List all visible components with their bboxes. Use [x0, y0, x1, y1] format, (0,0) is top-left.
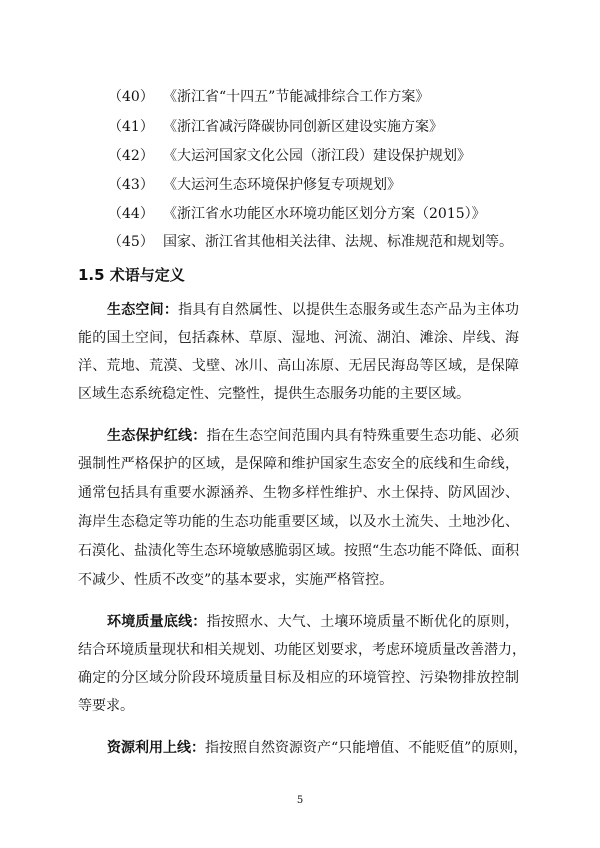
reference-item: [108, 232, 513, 252]
reference-number: （43）: [108, 177, 154, 193]
definition-text: 指具有自然属性、以提供生态服务或生态产品为主体功: [178, 302, 520, 318]
paragraph-line: 能的国土空间，包括森林、草原、湿地、河流、湖泊、滩涂、岸线、海: [78, 330, 519, 346]
reference-text: 《浙江省“十四五”节能减排综合工作方案》: [163, 89, 430, 105]
reference-text: 《大运河国家文化公园（浙江段）建设保护规划》: [163, 148, 471, 164]
reference-text: 国家、浙江省其他相关法律、法规、标准规范和规划等。: [163, 234, 513, 250]
reference-number: （42）: [108, 148, 154, 164]
reference-number: （41）: [108, 119, 154, 135]
reference-item: [108, 117, 443, 137]
paragraph-first-line: [107, 300, 519, 320]
reference-text: 《浙江省减污降碳协同创新区建设实施方案》: [163, 119, 443, 135]
paragraph-line: 通常包括具有重要水源涵养、生物多样性维护、水土保持、防风固沙、: [78, 485, 519, 501]
reference-number: （44）: [108, 206, 154, 222]
definition-text: 指在生态空间范围内具有特殊重要生态功能、必须: [206, 428, 519, 444]
definition-text: 指按照水、大气、土壤环境质量不断优化的原则，: [206, 614, 519, 630]
reference-item: [108, 87, 429, 107]
section-heading: 1.5 术语与定义: [78, 266, 185, 284]
reference-text: 《浙江省水功能区水环境功能区划分方案（2015）》: [163, 206, 486, 222]
reference-text: 《大运河生态环境保护修复专项规划》: [163, 177, 401, 193]
term-label: 生态空间：: [107, 302, 179, 318]
reference-item: [108, 175, 401, 195]
reference-item: [108, 146, 471, 166]
paragraph-line: 区域生态系统稳定性、完整性，提供生态服务功能的主要区域。: [78, 386, 470, 402]
paragraph-first-line: [107, 738, 528, 758]
term-label: 生态保护红线：: [107, 428, 207, 444]
reference-item: [108, 204, 486, 224]
term-label: 环境质量底线：: [107, 614, 207, 630]
page-number: 5: [296, 795, 304, 806]
term-label: 资源利用上线：: [107, 740, 205, 756]
reference-number: （40）: [108, 89, 154, 105]
paragraph-line: 海岸生态稳定等功能的生态功能重要区域，以及水土流失、土地沙化、: [78, 514, 519, 530]
paragraph-line: 洋、荒地、荒漠、戈壁、冰川、高山冻原、无居民海岛等区域，是保障: [78, 358, 519, 374]
reference-number: （45）: [108, 234, 154, 250]
paragraph-first-line: [107, 612, 519, 632]
paragraph-line: 石漠化、盐渍化等生态环境敏感脆弱区域。按照“生态功能不降低、面积: [78, 543, 520, 559]
paragraph-line: 强制性严格保护的区域，是保障和维护国家生态安全的底线和生命线，: [78, 456, 519, 472]
paragraph-line: 结合环境质量现状和相关规划、功能区划要求，考虑环境质量改善潜力，: [78, 642, 526, 658]
paragraph-first-line: [107, 426, 519, 446]
paragraph-line: 确定的分区域分阶段环境质量目标及相应的环境管控、污染物排放控制: [78, 670, 519, 686]
paragraph-line: 不减少、性质不改变”的基本要求，实施严格管控。: [78, 572, 394, 588]
definition-text: 指按照自然资源资产“只能增值、不能贬值”的原则，: [205, 740, 528, 756]
paragraph-line: 等要求。: [78, 698, 134, 714]
